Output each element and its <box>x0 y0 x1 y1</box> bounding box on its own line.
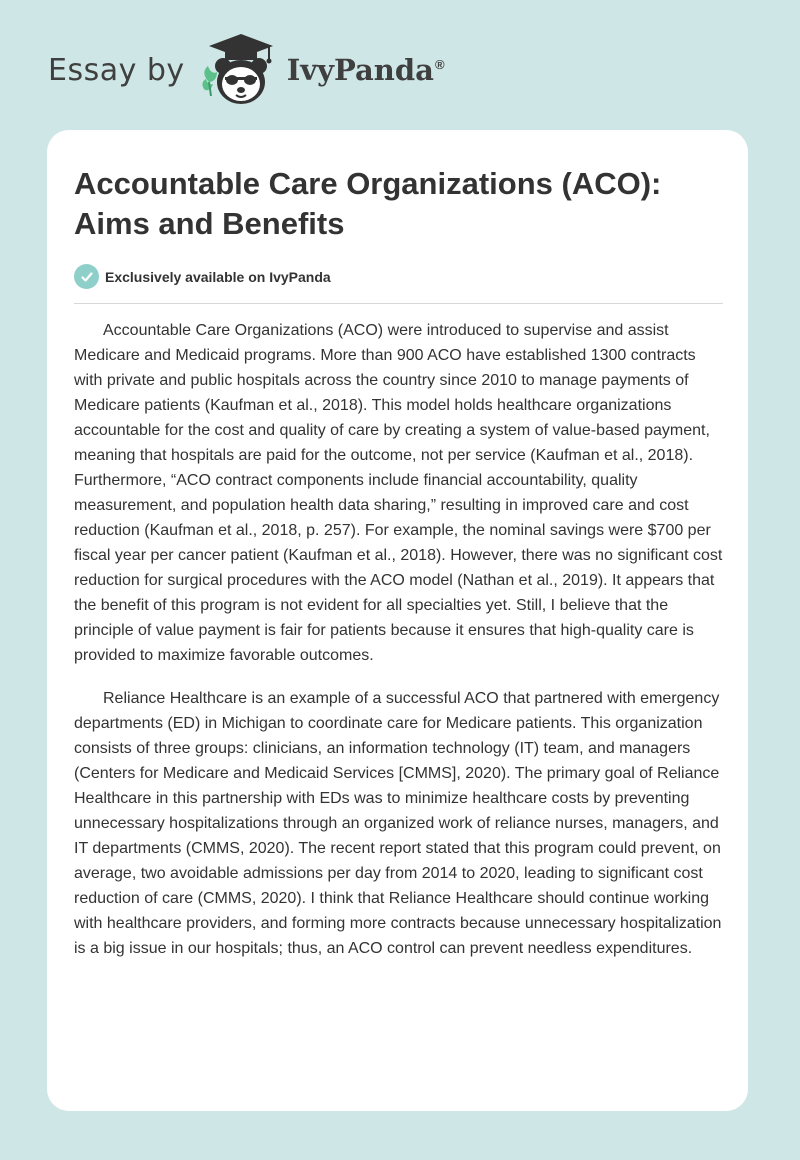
brand-text: IvyPanda <box>286 53 434 87</box>
brand-name[interactable] <box>287 53 445 87</box>
divider <box>74 303 723 304</box>
site-header <box>48 30 445 110</box>
graduation-cap-icon <box>209 34 273 64</box>
panda-logo-icon[interactable] <box>195 30 281 110</box>
registered-mark: ® <box>434 57 445 73</box>
essay-card <box>47 130 748 1111</box>
paragraph-2: Reliance Healthcare is an example of a successful ACO that partnered with emergency departments (ED) in Michigan to coordinate care for Medicare patients. This organization consists of three groups: clinicians, an information technology (IT) team, and managers (Centers for Medicare and Medicaid Services [CMMS], 2020). The primary goal of Reliance Healthcare in this partnership with EDs was to minimize healthcare costs by preventing unnecessary hospitalizations through an organized work of reliance nurses, managers, and IT departments (CMMS, 2020). The recent report stated that this program could prevent, on average, two avoidable admissions per day from 2014 to 2020, leading to significant cost reduction of care (CMMS, 2020). I think that Reliance Healthcare should continue working with healthcare providers, and forming more contracts because unnecessary hospitalization is a big issue in our hospitals; thus, an ACO control can prevent needless expenditures. <box>74 690 722 957</box>
paragraph-1: Accountable Care Organizations (ACO) were introduced to supervise and assist Medicare and Medicaid programs. More than 900 ACO have established 1300 contracts with private and public hospitals across the country since 2010 to manage payments of Medicare patients (Kaufman et al., 2018). This model holds healthcare organizations accountable for the cost and quality of care by creating a system of value-based payment, meaning that hospitals are paid for the outcome, not per service (Kaufman et al., 2018). Furthermore, “ACO contract components include financial accountability, quality measurement, and population health data sharing,” resulting in improved care and cost reduction (Kaufman et al., 2018, p. 257). For example, the nominal savings were $700 per fiscal year per cancer patient (Kaufman et al., 2018). However, there was no significant cost reduction for surgical procedures with the ACO model (Nathan et al., 2019). It appears that the benefit of this program is not evident for all specialties yet. Still, I believe that the principle of value payment is fair for patients because it ensures that high-quality care is provided to maximize favorable outcomes. <box>74 322 723 664</box>
exclusive-label: Exclusively available on IvyPanda <box>105 268 331 285</box>
essay-by-label: Essay by <box>48 52 185 88</box>
check-icon <box>74 264 99 289</box>
page-title: Accountable Care Organizations (ACO): Aims and Benefits <box>74 166 662 241</box>
essay-body <box>74 318 726 979</box>
exclusive-badge <box>74 264 331 289</box>
ivy-leaf-icon <box>202 66 217 96</box>
